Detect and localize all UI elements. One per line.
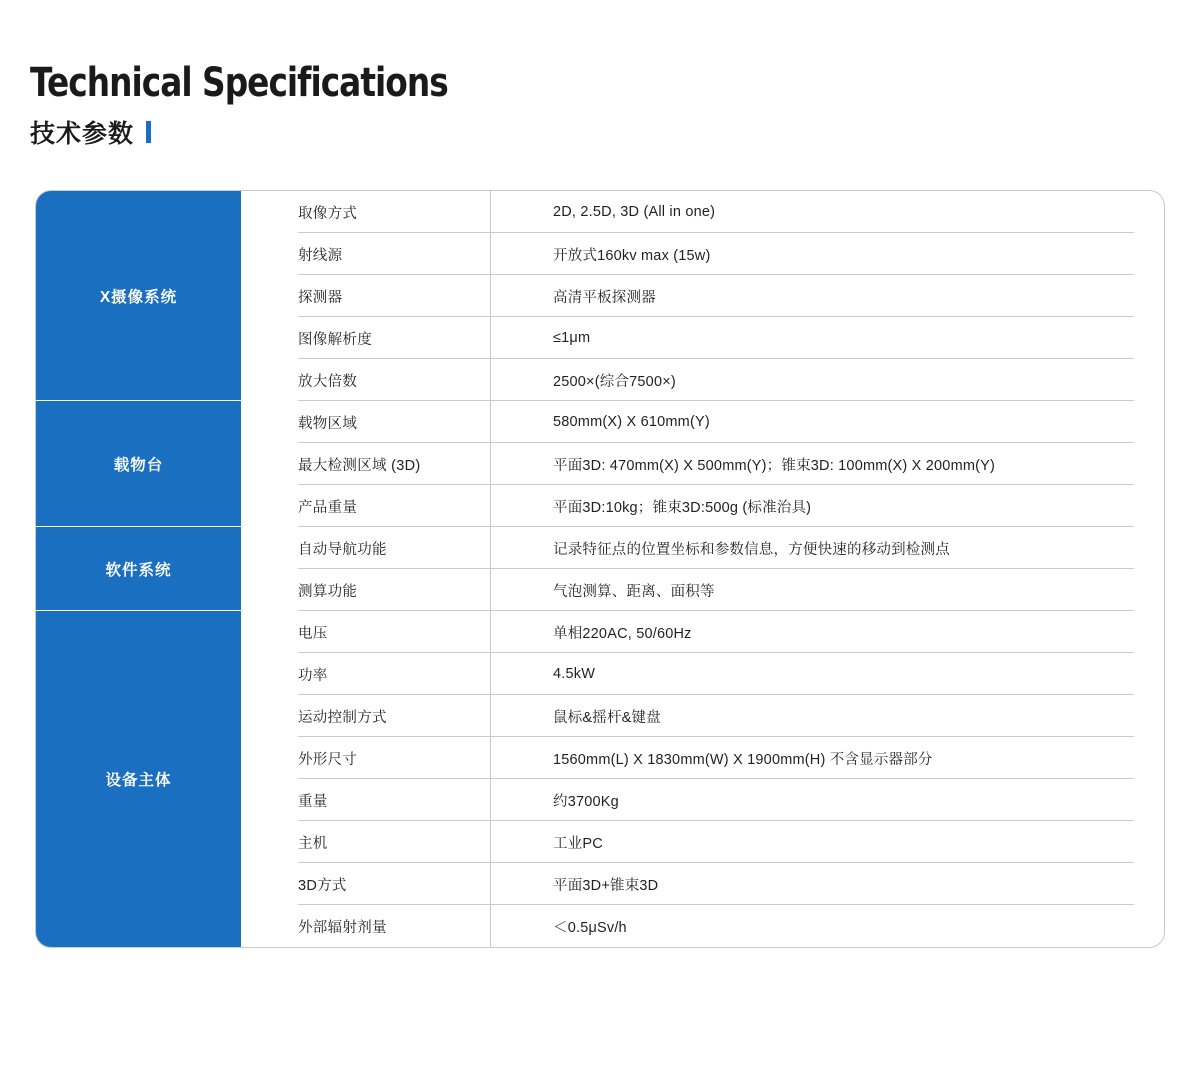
spec-value: 2D, 2.5D, 3D (All in one): [553, 204, 716, 220]
spec-value: 平面3D: 470mm(X) X 500mm(Y)；锥束3D: 100mm(X) X 200mm(Y): [553, 457, 996, 474]
spec-name: 探测器: [241, 275, 491, 317]
table-row: [241, 653, 1164, 695]
table-row: [241, 191, 1164, 233]
spec-name: 自动导航功能: [241, 527, 491, 569]
table-row: [241, 233, 1164, 275]
table-row: [241, 821, 1164, 863]
spec-group-rows: [241, 401, 1164, 527]
table-row: [241, 359, 1164, 401]
table-row: [241, 317, 1164, 359]
spec-value: 开放式160kv max (15w): [553, 247, 711, 264]
table-row: [241, 695, 1164, 737]
spec-value: 气泡测算、距离、面积等: [553, 583, 715, 600]
spec-name: 外部辐射剂量: [241, 905, 491, 947]
spec-group: [36, 191, 1164, 401]
table-row: [241, 863, 1164, 905]
spec-name: 测算功能: [241, 569, 491, 611]
table-row: [241, 275, 1164, 317]
spec-group-rows: [241, 611, 1164, 947]
spec-name: 3D方式: [241, 863, 491, 905]
spec-value: 4.5kW: [553, 666, 596, 682]
specifications-table: [35, 190, 1165, 948]
spec-group: [36, 401, 1164, 527]
spec-group-label: 载物台: [36, 401, 241, 527]
table-row: [241, 611, 1164, 653]
spec-value: 580mm(X) X 610mm(Y): [553, 414, 710, 430]
spec-name: 重量: [241, 779, 491, 821]
spec-name: 载物区域: [241, 401, 491, 443]
spec-group-label: X摄像系统: [36, 191, 241, 401]
spec-value: 单相220AC, 50/60Hz: [553, 625, 692, 642]
spec-value: 平面3D:10kg；锥束3D:500g (标准治具): [553, 499, 812, 516]
spec-group: [36, 611, 1164, 947]
table-row: [241, 779, 1164, 821]
spec-name: 最大检测区域 (3D): [241, 443, 491, 485]
spec-name: 电压: [241, 611, 491, 653]
spec-value: 1560mm(L) X 1830mm(W) X 1900mm(H) 不含显示器部分: [553, 751, 933, 768]
page-heading: [30, 60, 830, 150]
page-subtitle: 技术参数: [30, 119, 135, 148]
spec-group-rows: [241, 527, 1164, 611]
spec-value: 记录特征点的位置坐标和参数信息，方便快速的移动到检测点: [553, 541, 950, 558]
spec-value: 高清平板探测器: [553, 289, 656, 306]
table-row: [241, 737, 1164, 779]
spec-value: 约3700Kg: [553, 793, 619, 810]
table-row: [241, 905, 1164, 947]
spec-name: 主机: [241, 821, 491, 863]
spec-value: 2500×(综合7500×): [553, 373, 676, 390]
spec-name: 运动控制方式: [241, 695, 491, 737]
spec-value: ≤1μm: [553, 330, 591, 346]
spec-group-rows: [241, 191, 1164, 401]
page-subtitle-row: [30, 114, 830, 150]
spec-name: 产品重量: [241, 485, 491, 527]
spec-group-label: 设备主体: [36, 611, 241, 947]
spec-value: 工业PC: [553, 835, 603, 852]
spec-value: 鼠标&摇杆&键盘: [553, 709, 661, 726]
spec-name: 取像方式: [241, 191, 491, 233]
table-row: [241, 527, 1164, 569]
spec-group: [36, 527, 1164, 611]
spec-group-label: 软件系统: [36, 527, 241, 611]
spec-name: 功率: [241, 653, 491, 695]
table-row: [241, 569, 1164, 611]
spec-value: 平面3D+锥束3D: [553, 877, 659, 894]
spec-name: 射线源: [241, 233, 491, 275]
table-row: [241, 401, 1164, 443]
accent-bar-icon: [146, 121, 151, 143]
spec-value: ＜0.5μSv/h: [553, 919, 627, 936]
spec-name: 放大倍数: [241, 359, 491, 401]
spec-name: 外形尺寸: [241, 737, 491, 779]
table-row: [241, 485, 1164, 527]
spec-name: 图像解析度: [241, 317, 491, 359]
table-row: [241, 443, 1164, 485]
page-title: Technical Specifications: [30, 60, 448, 106]
